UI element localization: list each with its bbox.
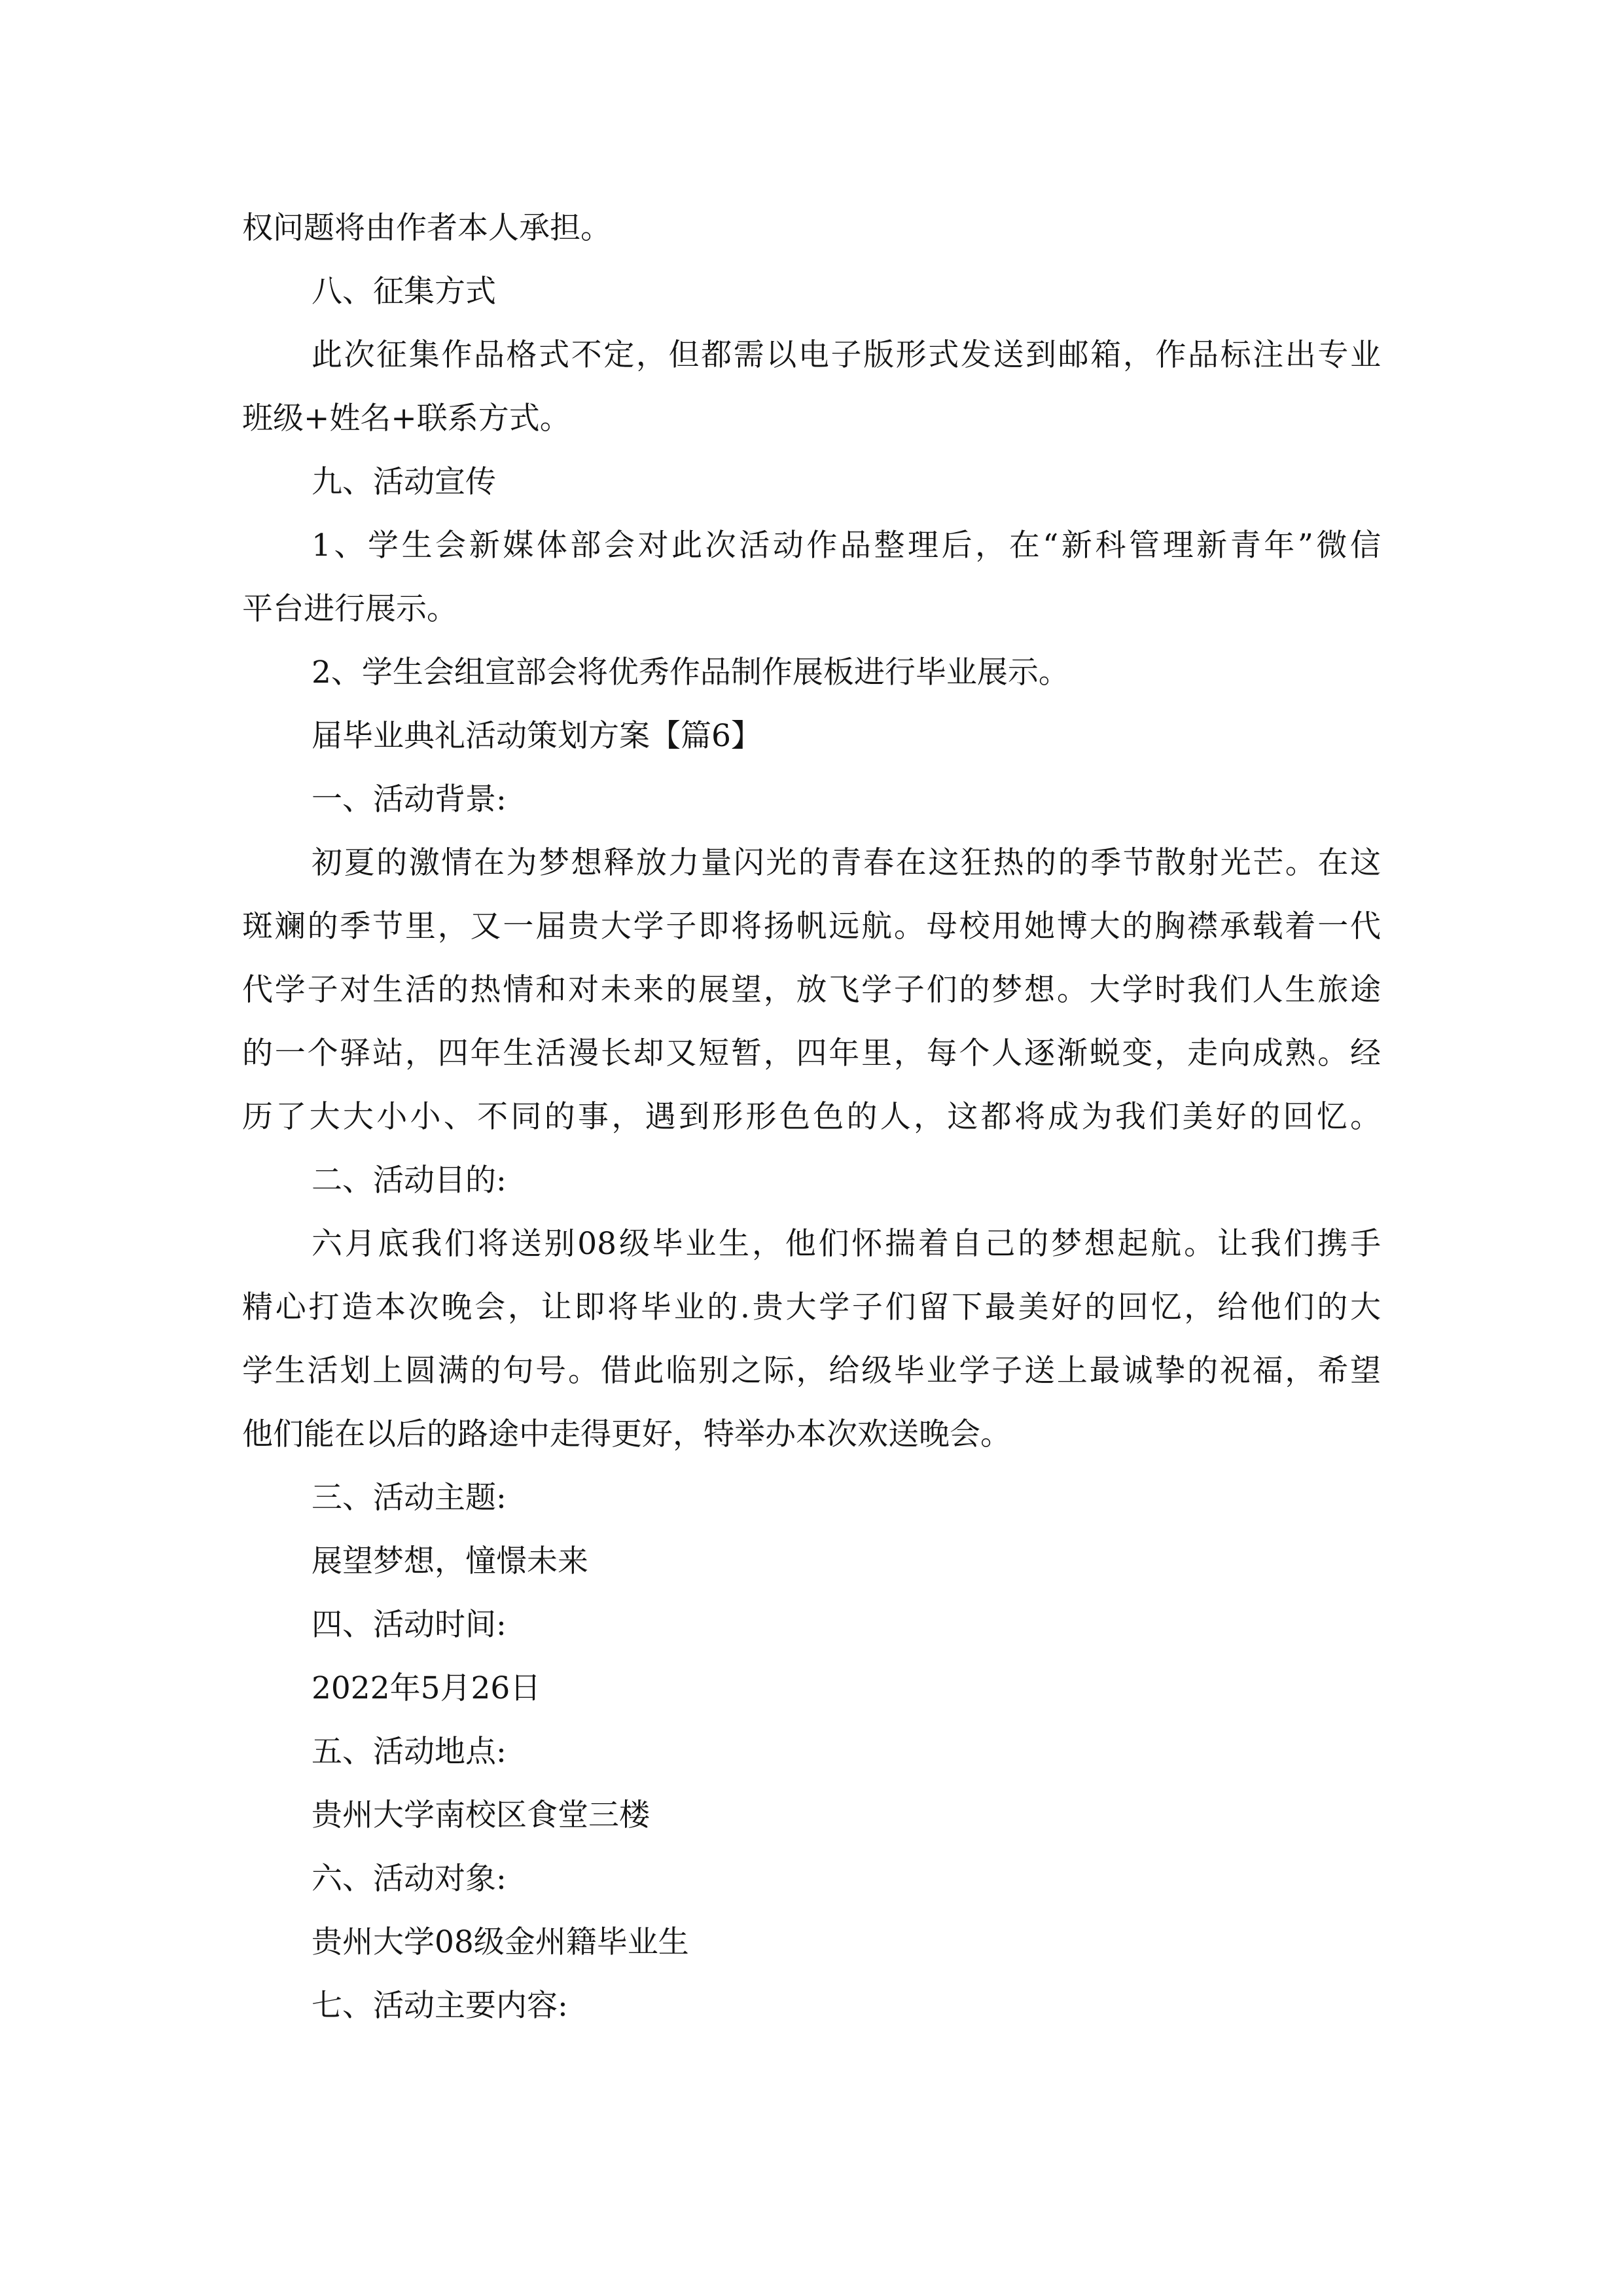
text-line: 一、活动背景: bbox=[312, 781, 507, 817]
text-line: 六月底我们将送别08级毕业生，他们怀揣着自己的梦想起航。让我们携手 bbox=[312, 1226, 1381, 1262]
text-line: 四、活动时间: bbox=[312, 1607, 507, 1643]
text-line: 班级+姓名+联系方式。 bbox=[242, 401, 571, 437]
text-line: 贵州大学08级金州籍毕业生 bbox=[312, 1924, 689, 1960]
text-line: 八、征集方式 bbox=[312, 274, 496, 310]
text-line: 历了大大小小、不同的事，遇到形形色色的人，这都将成为我们美好的回忆。 bbox=[242, 1099, 1381, 1135]
text-line: 平台进行展示。 bbox=[242, 591, 457, 627]
text-line: 六、活动对象: bbox=[312, 1861, 507, 1897]
text-line: 初夏的激情在为梦想释放力量闪光的青春在这狂热的的季节散射光芒。在这 bbox=[312, 845, 1381, 881]
text-line: 精心打造本次晚会，让即将毕业的.贵大学子们留下最美好的回忆，给他们的大 bbox=[242, 1289, 1381, 1325]
text-line: 此次征集作品格式不定，但都需以电子版形式发送到邮箱，作品标注出专业 bbox=[312, 337, 1381, 373]
text-line: 斑斓的季节里，又一届贵大学子即将扬帆远航。母校用她博大的胸襟承载着一代 bbox=[242, 908, 1381, 944]
text-line: 届毕业典礼活动策划方案【篇6】 bbox=[312, 718, 762, 754]
text-line: 2、学生会组宣部会将优秀作品制作展板进行毕业展示。 bbox=[312, 655, 1069, 691]
text-line: 九、活动宣传 bbox=[312, 464, 496, 500]
text-line: 二、活动目的: bbox=[312, 1162, 507, 1198]
text-line: 七、活动主要内容: bbox=[312, 1988, 568, 2024]
text-line: 贵州大学南校区食堂三楼 bbox=[312, 1797, 650, 1833]
text-line: 学生活划上圆满的句号。借此临别之际，给级毕业学子送上最诚挚的祝福，希望 bbox=[242, 1353, 1381, 1389]
text-line: 2022年5月26日 bbox=[312, 1670, 541, 1706]
text-line: 的一个驿站，四年生活漫长却又短暂，四年里，每个人逐渐蜕变，走向成熟。经 bbox=[242, 1035, 1381, 1071]
document-body bbox=[242, 196, 1381, 2037]
text-line: 三、活动主题: bbox=[312, 1480, 507, 1516]
text-line: 权问题将由作者本人承担。 bbox=[242, 210, 611, 246]
text-line: 代学子对生活的热情和对未来的展望，放飞学子们的梦想。大学时我们人生旅途 bbox=[242, 972, 1381, 1008]
text-line: 五、活动地点: bbox=[312, 1734, 507, 1770]
text-line: 他们能在以后的路途中走得更好，特举办本次欢送晚会。 bbox=[242, 1416, 1011, 1452]
text-line: 展望梦想，憧憬未来 bbox=[312, 1543, 588, 1579]
text-line: 1、学生会新媒体部会对此次活动作品整理后，在“新科管理新青年”微信 bbox=[312, 528, 1381, 564]
document-page bbox=[242, 196, 1381, 2037]
